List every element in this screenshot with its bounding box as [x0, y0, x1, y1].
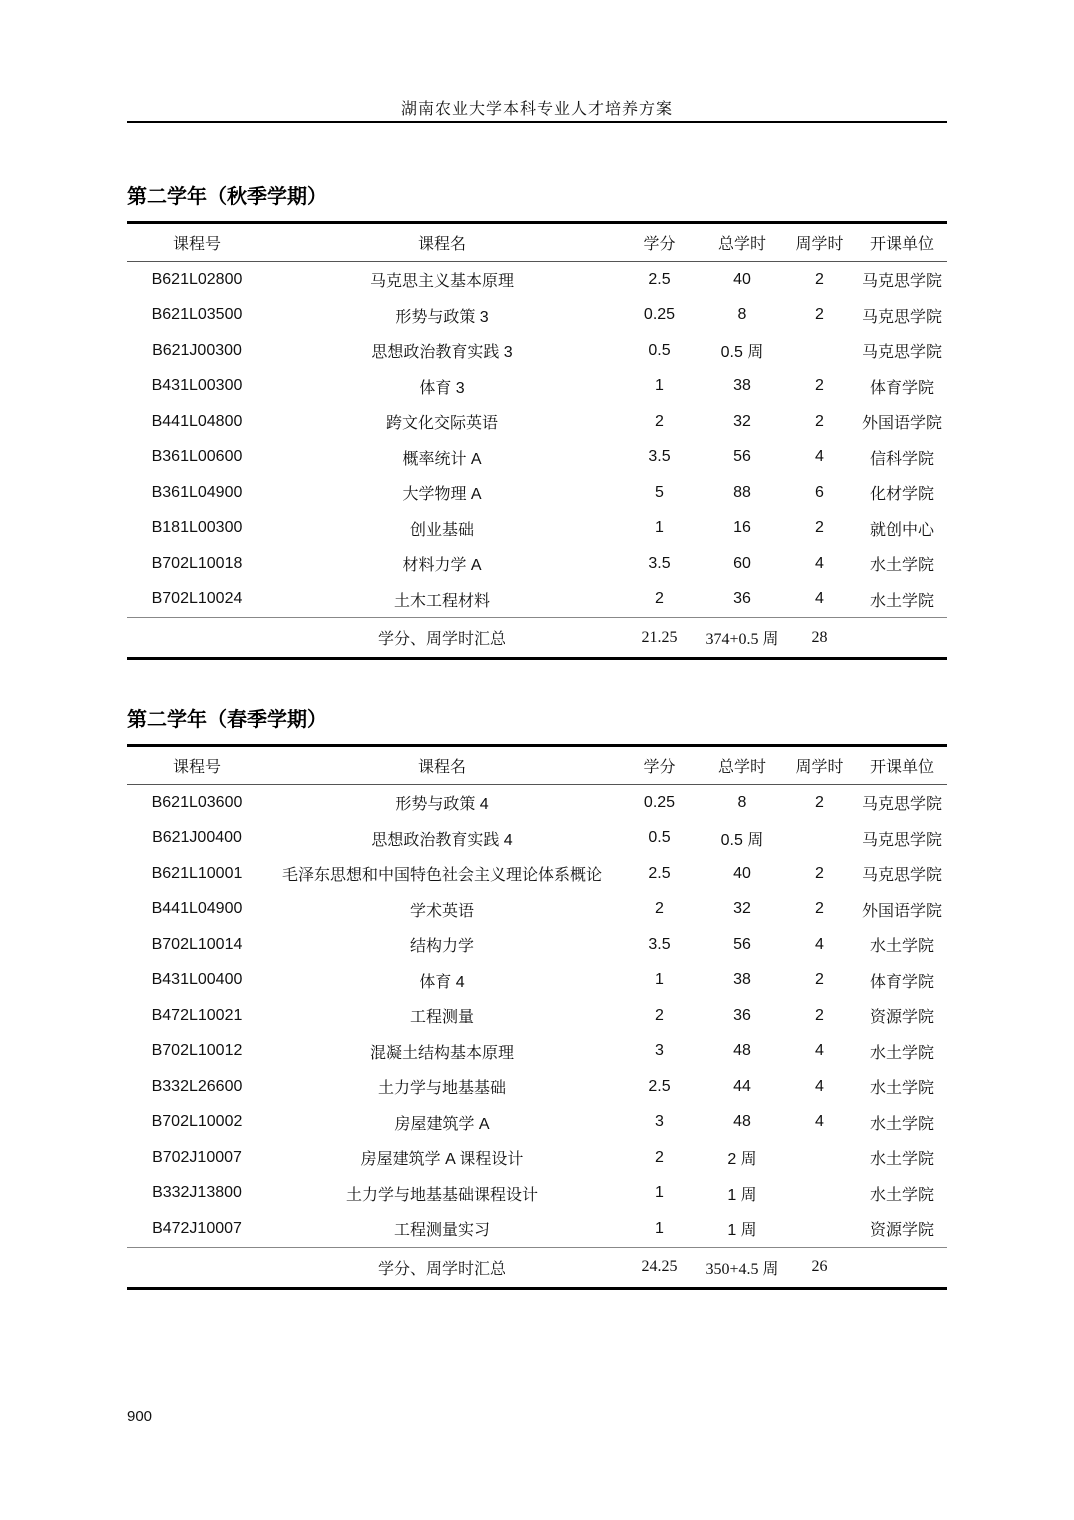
department: 水土学院 [869, 592, 934, 610]
summary-spacer [857, 1247, 947, 1288]
total-hours: 8 [737, 793, 747, 811]
credits: 2 [655, 412, 664, 430]
weekly-hours [782, 1176, 857, 1212]
credits: 3.5 [648, 935, 671, 953]
table-row [127, 298, 947, 334]
total-hours: 56 [733, 448, 751, 466]
total-hours: 40 [733, 270, 751, 288]
table-row [127, 856, 947, 892]
weekly-hours: 2 [815, 1006, 824, 1024]
summary-total-hours: 350+4.5 周 [702, 1247, 782, 1288]
course-code: B361L00600 [151, 448, 243, 466]
total-hours: 48 [733, 1113, 751, 1131]
table-row [127, 998, 947, 1034]
section-autumn [127, 180, 947, 660]
course-name: 形势与政策 4 [395, 796, 489, 814]
summary-label: 学分、周学时汇总 [267, 618, 617, 659]
table-row [127, 262, 947, 298]
section-spring [127, 703, 947, 1290]
table-row [127, 582, 947, 618]
credits: 3.5 [648, 554, 671, 572]
course-name: 概率统计 A [402, 450, 482, 468]
summary-row [127, 1247, 947, 1288]
summary-spacer [127, 618, 267, 659]
column-header-total-hours: 总学时 [702, 223, 782, 262]
course-code: B431L00400 [151, 971, 243, 989]
credits: 2 [655, 900, 664, 918]
course-name: 土力学与地基基础课程设计 [345, 1186, 538, 1204]
column-header-total-hours: 总学时 [702, 746, 782, 785]
weekly-hours: 2 [815, 377, 824, 395]
weekly-hours: 4 [815, 448, 824, 466]
total-hours: 2 周 [727, 1151, 757, 1169]
table-row [127, 1140, 947, 1176]
department: 水土学院 [869, 1115, 934, 1133]
total-hours: 38 [733, 971, 751, 989]
course-name: 房屋建筑学 A [394, 1115, 490, 1133]
course-code: B702L10002 [151, 1113, 243, 1131]
column-header-course-name: 课程名 [267, 223, 617, 262]
course-table-spring [127, 744, 947, 1290]
table-row [127, 440, 947, 476]
total-hours: 1 周 [727, 1186, 757, 1204]
table-row [127, 927, 947, 963]
total-hours: 0.5 周 [720, 344, 764, 362]
course-code: B621J00400 [152, 829, 242, 847]
course-name: 形势与政策 3 [395, 308, 489, 326]
department: 马克思学院 [861, 308, 942, 326]
table-body [127, 262, 947, 618]
credits: 1 [655, 1184, 664, 1202]
department: 水土学院 [869, 1186, 934, 1204]
course-code: B702L10014 [151, 935, 243, 953]
course-code: B332L26600 [151, 1077, 243, 1095]
total-hours: 32 [733, 412, 751, 430]
weekly-hours: 4 [815, 554, 824, 572]
course-name: 体育 3 [419, 379, 465, 397]
total-hours: 16 [733, 519, 751, 537]
table-row [127, 1176, 947, 1212]
column-header-department: 开课单位 [857, 223, 947, 262]
credits: 0.5 [648, 341, 671, 359]
total-hours: 38 [733, 377, 751, 395]
table-row [127, 785, 947, 821]
weekly-hours: 6 [815, 483, 824, 501]
total-hours: 88 [733, 483, 751, 501]
course-table-autumn [127, 221, 947, 660]
weekly-hours: 2 [815, 864, 824, 882]
summary-row [127, 618, 947, 659]
weekly-hours: 4 [815, 1113, 824, 1131]
credits: 2 [655, 590, 664, 608]
page-header-title: 湖南农业大学本科专业人才培养方案 [400, 101, 673, 118]
credits: 1 [655, 519, 664, 537]
total-hours: 56 [733, 935, 751, 953]
department: 就创中心 [869, 521, 934, 539]
course-code: B702J10007 [152, 1148, 242, 1166]
total-hours: 1 周 [727, 1222, 757, 1240]
weekly-hours: 4 [815, 935, 824, 953]
course-name: 结构力学 [409, 938, 474, 956]
column-header-weekly-hours: 周学时 [782, 223, 857, 262]
column-header-course-code: 课程号 [127, 223, 267, 262]
weekly-hours [782, 1140, 857, 1176]
column-header-course-name: 课程名 [267, 746, 617, 785]
department: 外国语学院 [861, 415, 942, 433]
weekly-hours: 2 [815, 306, 824, 324]
table-header-row [127, 746, 947, 785]
course-name: 土木工程材料 [393, 592, 490, 610]
credits: 2 [655, 1006, 664, 1024]
credits: 3 [655, 1042, 664, 1060]
course-name: 材料力学 A [402, 557, 482, 575]
total-hours: 36 [733, 590, 751, 608]
total-hours: 60 [733, 554, 751, 572]
table-row [127, 333, 947, 369]
course-code: B441L04900 [151, 900, 243, 918]
department: 体育学院 [869, 379, 934, 397]
credits: 2.5 [648, 270, 671, 288]
department: 体育学院 [869, 973, 934, 991]
table-row [127, 404, 947, 440]
department: 马克思学院 [861, 867, 942, 885]
department: 水土学院 [869, 938, 934, 956]
course-name: 思想政治教育实践 4 [371, 831, 513, 849]
course-code: B181L00300 [151, 519, 243, 537]
course-name: 房屋建筑学 A 课程设计 [360, 1151, 524, 1169]
weekly-hours [782, 1211, 857, 1247]
course-name: 大学物理 A [402, 486, 482, 504]
weekly-hours: 4 [815, 590, 824, 608]
department: 水土学院 [869, 557, 934, 575]
summary-total-hours: 374+0.5 周 [702, 618, 782, 659]
department: 外国语学院 [861, 902, 942, 920]
credits: 2.5 [648, 864, 671, 882]
department: 马克思学院 [861, 831, 942, 849]
course-code: B621J00300 [152, 341, 242, 359]
summary-weekly-hours: 26 [782, 1247, 857, 1288]
credits: 1 [655, 377, 664, 395]
course-name: 创业基础 [409, 521, 474, 539]
credits: 0.25 [643, 306, 676, 324]
total-hours: 44 [733, 1077, 751, 1095]
credits: 0.25 [643, 793, 676, 811]
summary-spacer [857, 618, 947, 659]
page-number: 900 [127, 1408, 153, 1425]
credits: 2.5 [648, 1077, 671, 1095]
course-code: B431L00300 [151, 377, 243, 395]
summary-weekly-hours: 28 [782, 618, 857, 659]
table-row [127, 1211, 947, 1247]
course-code: B621L10001 [151, 864, 243, 882]
credits: 0.5 [648, 829, 671, 847]
department: 马克思学院 [861, 344, 942, 362]
table-row [127, 511, 947, 547]
table-row [127, 1034, 947, 1070]
total-hours: 0.5 周 [720, 831, 764, 849]
total-hours: 36 [733, 1006, 751, 1024]
department: 资源学院 [869, 1009, 934, 1027]
course-code: B702L10012 [151, 1042, 243, 1060]
course-code: B361L04900 [151, 483, 243, 501]
column-header-course-code: 课程号 [127, 746, 267, 785]
course-name: 体育 4 [419, 973, 465, 991]
course-name: 学术英语 [409, 902, 474, 920]
table-row [127, 475, 947, 511]
course-name: 马克思主义基本原理 [369, 273, 514, 291]
weekly-hours: 2 [815, 971, 824, 989]
header-rule [127, 121, 947, 123]
column-header-credits: 学分 [617, 746, 702, 785]
table-row [127, 1069, 947, 1105]
credits: 3 [655, 1113, 664, 1131]
weekly-hours [782, 821, 857, 857]
course-code: B702L10024 [151, 590, 243, 608]
table-row [127, 1105, 947, 1141]
weekly-hours: 2 [815, 270, 824, 288]
course-name: 土力学与地基基础 [377, 1080, 506, 1098]
table-row [127, 892, 947, 928]
total-hours: 8 [737, 306, 747, 324]
department: 水土学院 [869, 1080, 934, 1098]
course-code: B621L03500 [151, 306, 243, 324]
course-name: 跨文化交际英语 [385, 415, 498, 433]
department: 水土学院 [869, 1044, 934, 1062]
department: 马克思学院 [861, 796, 942, 814]
column-header-department: 开课单位 [857, 746, 947, 785]
table-header-row [127, 223, 947, 262]
table-row [127, 546, 947, 582]
summary-spacer [127, 1247, 267, 1288]
course-code: B441L04800 [151, 412, 243, 430]
course-code: B472J10007 [152, 1219, 242, 1237]
weekly-hours [782, 333, 857, 369]
credits: 1 [655, 971, 664, 989]
section-title-spring: 第二学年（春季学期） [127, 709, 327, 731]
course-code: B332J13800 [152, 1184, 242, 1202]
course-code: B472L10021 [151, 1006, 243, 1024]
credits: 2 [655, 1148, 664, 1166]
table-body [127, 785, 947, 1248]
course-code: B621L02800 [151, 270, 243, 288]
column-header-weekly-hours: 周学时 [782, 746, 857, 785]
summary-credits: 21.25 [617, 618, 702, 659]
table-row [127, 821, 947, 857]
course-code: B621L03600 [151, 793, 243, 811]
credits: 3.5 [648, 448, 671, 466]
weekly-hours: 2 [815, 900, 824, 918]
course-code: B702L10018 [151, 554, 243, 572]
department: 化材学院 [869, 486, 934, 504]
weekly-hours: 2 [815, 519, 824, 537]
weekly-hours: 2 [815, 793, 824, 811]
course-name: 毛泽东思想和中国特色社会主义理论体系概论 [281, 867, 602, 885]
department: 水土学院 [869, 1151, 934, 1169]
course-name: 工程测量实习 [393, 1222, 490, 1240]
total-hours: 32 [733, 900, 751, 918]
course-name: 思想政治教育实践 3 [371, 344, 513, 362]
department: 信科学院 [869, 450, 934, 468]
department: 资源学院 [869, 1222, 934, 1240]
table-row [127, 963, 947, 999]
weekly-hours: 2 [815, 412, 824, 430]
summary-label: 学分、周学时汇总 [267, 1247, 617, 1288]
section-title-autumn: 第二学年（秋季学期） [127, 186, 327, 208]
column-header-credits: 学分 [617, 223, 702, 262]
department: 马克思学院 [861, 273, 942, 291]
course-name: 混凝土结构基本原理 [369, 1044, 514, 1062]
course-name: 工程测量 [409, 1009, 474, 1027]
total-hours: 40 [733, 864, 751, 882]
table-row [127, 369, 947, 405]
weekly-hours: 4 [815, 1042, 824, 1060]
summary-credits: 24.25 [617, 1247, 702, 1288]
credits: 1 [655, 1219, 664, 1237]
credits: 5 [655, 483, 664, 501]
weekly-hours: 4 [815, 1077, 824, 1095]
total-hours: 48 [733, 1042, 751, 1060]
